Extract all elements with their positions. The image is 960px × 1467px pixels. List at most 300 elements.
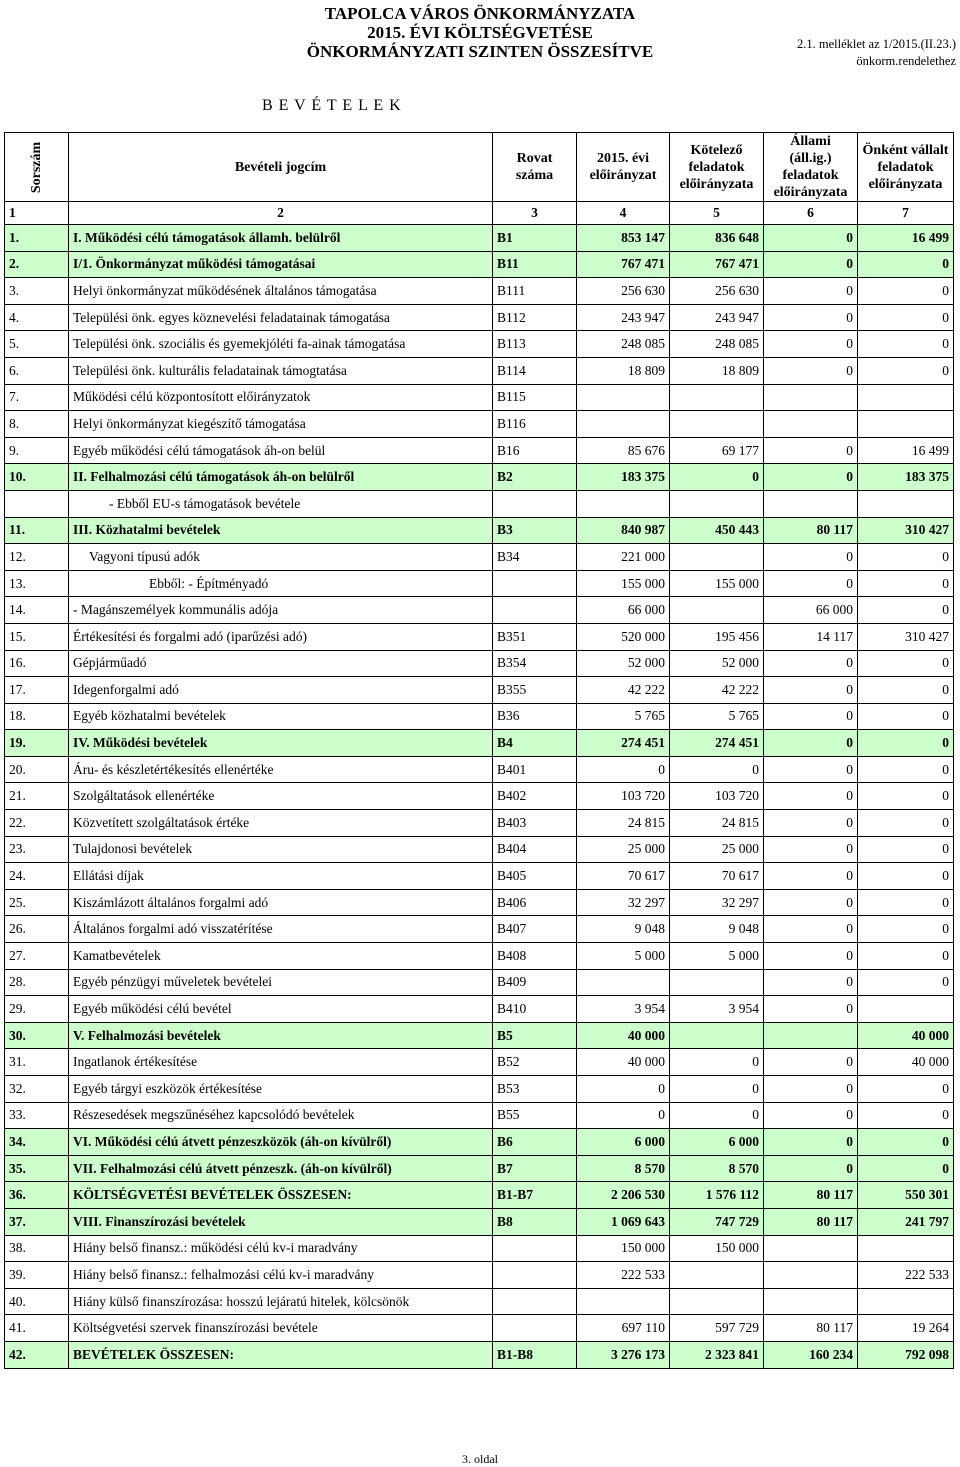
value-kotelezo: 274 451: [670, 730, 764, 757]
row-label: Ebből: - Építményadó: [69, 570, 493, 597]
row-code: B55: [493, 1102, 577, 1129]
value-kotelezo: 836 648: [670, 225, 764, 252]
row-code: B4: [493, 730, 577, 757]
value-onkent: 0: [858, 836, 954, 863]
table-row: [5, 623, 954, 650]
table-row: [5, 1208, 954, 1235]
row-label: Települési önk. kulturális feladatainak támogtatása: [69, 357, 493, 384]
row-label: III. Közhatalmi bevételek: [69, 517, 493, 544]
value-evi: 70 617: [577, 863, 670, 890]
row-number: 21.: [5, 783, 69, 810]
row-label: KÖLTSÉGVETÉSI BEVÉTELEK ÖSSZESEN:: [69, 1182, 493, 1209]
value-kotelezo: 597 729: [670, 1315, 764, 1342]
value-kotelezo: 5 000: [670, 943, 764, 970]
value-allami: 0: [764, 357, 858, 384]
table-row: [5, 703, 954, 730]
row-code: [493, 1235, 577, 1262]
row-code: B114: [493, 357, 577, 384]
header-kotelezo: Kötelező feladatok előirányzata: [670, 133, 764, 202]
row-label: V. Felhalmozási bevételek: [69, 1022, 493, 1049]
row-code: B409: [493, 969, 577, 996]
row-code: B6: [493, 1129, 577, 1156]
row-code: B355: [493, 677, 577, 704]
row-code: [493, 570, 577, 597]
value-evi: 2 206 530: [577, 1182, 670, 1209]
colnum-5: 5: [670, 202, 764, 225]
row-number: 7.: [5, 384, 69, 411]
value-kotelezo: [670, 1288, 764, 1315]
value-onkent: 0: [858, 889, 954, 916]
value-evi: 0: [577, 756, 670, 783]
value-kotelezo: [670, 969, 764, 996]
value-evi: 5 000: [577, 943, 670, 970]
row-code: B111: [493, 278, 577, 305]
row-code: B112: [493, 304, 577, 331]
row-code: B8: [493, 1208, 577, 1235]
value-onkent: 310 427: [858, 517, 954, 544]
value-onkent: 40 000: [858, 1022, 954, 1049]
row-code: B408: [493, 943, 577, 970]
row-label: Értékesítési és forgalmi adó (iparűzési adó): [69, 623, 493, 650]
table-row: [5, 225, 954, 252]
value-evi: 222 533: [577, 1262, 670, 1289]
table-row: [5, 251, 954, 278]
row-code: B34: [493, 544, 577, 571]
value-allami: 80 117: [764, 1315, 858, 1342]
value-onkent: 0: [858, 783, 954, 810]
row-label: Tulajdonosi bevételek: [69, 836, 493, 863]
value-allami: 0: [764, 969, 858, 996]
annex-reference: [797, 36, 956, 70]
table-row: [5, 1341, 954, 1368]
value-evi: [577, 1288, 670, 1315]
value-kotelezo: 52 000: [670, 650, 764, 677]
value-allami: 0: [764, 916, 858, 943]
row-number: 18.: [5, 703, 69, 730]
row-number: [5, 490, 69, 517]
value-evi: 697 110: [577, 1315, 670, 1342]
row-number: 11.: [5, 517, 69, 544]
row-label: Egyéb pénzügyi műveletek bevételei: [69, 969, 493, 996]
row-number: 9.: [5, 437, 69, 464]
row-number: 20.: [5, 756, 69, 783]
row-label: Szolgáltatások ellenértéke: [69, 783, 493, 810]
value-evi: 8 570: [577, 1155, 670, 1182]
value-allami: 0: [764, 889, 858, 916]
table-row: [5, 331, 954, 358]
value-kotelezo: 450 443: [670, 517, 764, 544]
row-label: VIII. Finanszírozási bevételek: [69, 1208, 493, 1235]
row-code: B1: [493, 225, 577, 252]
row-code: B116: [493, 411, 577, 438]
value-evi: 0: [577, 1076, 670, 1103]
page-number: 3. oldal: [462, 1452, 498, 1466]
value-onkent: 0: [858, 756, 954, 783]
row-code: B52: [493, 1049, 577, 1076]
row-number: 39.: [5, 1262, 69, 1289]
title-line-3: ÖNKORMÁNYZATI SZINTEN ÖSSZESÍTVE: [306, 42, 654, 61]
row-code: B1-B8: [493, 1341, 577, 1368]
value-onkent: 0: [858, 597, 954, 624]
table-row: [5, 411, 954, 438]
row-number: 28.: [5, 969, 69, 996]
table-row: [5, 969, 954, 996]
value-kotelezo: 18 809: [670, 357, 764, 384]
row-number: 41.: [5, 1315, 69, 1342]
row-number: 25.: [5, 889, 69, 916]
row-code: B3: [493, 517, 577, 544]
value-evi: 85 676: [577, 437, 670, 464]
row-number: 14.: [5, 597, 69, 624]
table-row: [5, 1129, 954, 1156]
value-allami: 0: [764, 437, 858, 464]
value-onkent: 222 533: [858, 1262, 954, 1289]
value-kotelezo: 155 000: [670, 570, 764, 597]
colnum-4: 4: [577, 202, 670, 225]
value-kotelezo: [670, 544, 764, 571]
row-label: Áru- és készletértékesítés ellenértéke: [69, 756, 493, 783]
value-onkent: [858, 490, 954, 517]
value-allami: 0: [764, 570, 858, 597]
row-label: Gépjárműadó: [69, 650, 493, 677]
row-number: 32.: [5, 1076, 69, 1103]
value-allami: 0: [764, 1129, 858, 1156]
value-evi: 840 987: [577, 517, 670, 544]
table-row: [5, 1235, 954, 1262]
value-allami: 0: [764, 730, 858, 757]
value-onkent: [858, 996, 954, 1023]
value-onkent: 16 499: [858, 225, 954, 252]
value-allami: 0: [764, 810, 858, 837]
row-code: B11: [493, 251, 577, 278]
value-allami: [764, 411, 858, 438]
row-label: VI. Működési célú átvett pénzeszközök (áh-on kívülről): [69, 1129, 493, 1156]
row-code: B1-B7: [493, 1182, 577, 1209]
value-evi: 256 630: [577, 278, 670, 305]
table-row: [5, 1049, 954, 1076]
row-label: Részesedések megszűnéséhez kapcsolódó bevételek: [69, 1102, 493, 1129]
row-code: B113: [493, 331, 577, 358]
value-kotelezo: 2 323 841: [670, 1341, 764, 1368]
value-onkent: 0: [858, 544, 954, 571]
value-kotelezo: [670, 411, 764, 438]
value-kotelezo: [670, 1022, 764, 1049]
value-evi: 243 947: [577, 304, 670, 331]
value-kotelezo: 103 720: [670, 783, 764, 810]
colnum-6: 6: [764, 202, 858, 225]
value-kotelezo: 25 000: [670, 836, 764, 863]
value-allami: 14 117: [764, 623, 858, 650]
value-allami: [764, 1288, 858, 1315]
row-label: Ingatlanok értékesítése: [69, 1049, 493, 1076]
value-kotelezo: 9 048: [670, 916, 764, 943]
row-code: [493, 597, 577, 624]
colnum-3: 3: [493, 202, 577, 225]
value-onkent: 0: [858, 1155, 954, 1182]
row-code: B5: [493, 1022, 577, 1049]
value-allami: 0: [764, 1102, 858, 1129]
value-kotelezo: 1 576 112: [670, 1182, 764, 1209]
row-code: B36: [493, 703, 577, 730]
value-evi: 853 147: [577, 225, 670, 252]
row-code: [493, 1262, 577, 1289]
value-kotelezo: 32 297: [670, 889, 764, 916]
value-evi: [577, 490, 670, 517]
value-onkent: 310 427: [858, 623, 954, 650]
row-label: I/1. Önkormányzat működési támogatásai: [69, 251, 493, 278]
row-number: 12.: [5, 544, 69, 571]
row-number: 38.: [5, 1235, 69, 1262]
value-evi: 25 000: [577, 836, 670, 863]
value-kotelezo: 0: [670, 464, 764, 491]
colnum-2: 2: [69, 202, 493, 225]
row-code: B407: [493, 916, 577, 943]
value-kotelezo: 256 630: [670, 278, 764, 305]
value-kotelezo: [670, 384, 764, 411]
value-kotelezo: 0: [670, 1076, 764, 1103]
value-onkent: 0: [858, 251, 954, 278]
value-kotelezo: 767 471: [670, 251, 764, 278]
value-onkent: 0: [858, 916, 954, 943]
value-onkent: 0: [858, 1129, 954, 1156]
row-label: Idegenforgalmi adó: [69, 677, 493, 704]
row-label: IV. Működési bevételek: [69, 730, 493, 757]
row-label: - Magánszemélyek kommunális adója: [69, 597, 493, 624]
value-kotelezo: 3 954: [670, 996, 764, 1023]
row-code: B410: [493, 996, 577, 1023]
value-allami: 80 117: [764, 1208, 858, 1235]
row-number: 24.: [5, 863, 69, 890]
value-kotelezo: 0: [670, 756, 764, 783]
value-allami: [764, 1235, 858, 1262]
row-label: Települési önk. egyes köznevelési feladatainak támogatása: [69, 304, 493, 331]
value-kotelezo: 0: [670, 1049, 764, 1076]
row-label: Helyi önkormányzat működésének általános támogatása: [69, 278, 493, 305]
value-allami: 0: [764, 464, 858, 491]
row-number: 40.: [5, 1288, 69, 1315]
row-number: 23.: [5, 836, 69, 863]
value-kotelezo: 243 947: [670, 304, 764, 331]
value-allami: 0: [764, 544, 858, 571]
value-allami: 0: [764, 703, 858, 730]
value-evi: 274 451: [577, 730, 670, 757]
value-allami: 0: [764, 1155, 858, 1182]
value-allami: 160 234: [764, 1341, 858, 1368]
row-number: 42.: [5, 1341, 69, 1368]
row-code: [493, 490, 577, 517]
row-number: 19.: [5, 730, 69, 757]
row-code: B401: [493, 756, 577, 783]
value-kotelezo: 8 570: [670, 1155, 764, 1182]
row-label: Ellátási díjak: [69, 863, 493, 890]
row-number: 10.: [5, 464, 69, 491]
table-row: [5, 730, 954, 757]
row-number: 29.: [5, 996, 69, 1023]
row-number: 5.: [5, 331, 69, 358]
value-kotelezo: 5 765: [670, 703, 764, 730]
value-allami: [764, 1022, 858, 1049]
row-code: B16: [493, 437, 577, 464]
value-allami: 0: [764, 836, 858, 863]
table-row: [5, 1155, 954, 1182]
value-evi: 520 000: [577, 623, 670, 650]
row-label: I. Működési célú támogatások államh. belülről: [69, 225, 493, 252]
header-jogcim: Bevételi jogcím: [69, 133, 493, 202]
row-label: Kamatbevételek: [69, 943, 493, 970]
value-onkent: 0: [858, 357, 954, 384]
value-onkent: 0: [858, 1102, 954, 1129]
row-number: 22.: [5, 810, 69, 837]
value-evi: [577, 969, 670, 996]
row-code: [493, 1288, 577, 1315]
value-kotelezo: 150 000: [670, 1235, 764, 1262]
row-label: Egyéb tárgyi eszközök értékesítése: [69, 1076, 493, 1103]
row-number: 27.: [5, 943, 69, 970]
value-kotelezo: 69 177: [670, 437, 764, 464]
value-onkent: 0: [858, 331, 954, 358]
value-allami: 0: [764, 943, 858, 970]
value-kotelezo: 747 729: [670, 1208, 764, 1235]
value-allami: 0: [764, 783, 858, 810]
row-label: Hiány belső finansz.: működési célú kv-i maradvány: [69, 1235, 493, 1262]
table-row: [5, 1315, 954, 1342]
value-evi: 40 000: [577, 1049, 670, 1076]
row-number: 37.: [5, 1208, 69, 1235]
value-allami: 80 117: [764, 517, 858, 544]
table-row: [5, 756, 954, 783]
value-evi: 150 000: [577, 1235, 670, 1262]
row-number: 1.: [5, 225, 69, 252]
value-kotelezo: 70 617: [670, 863, 764, 890]
table-row: [5, 1076, 954, 1103]
value-allami: 0: [764, 304, 858, 331]
table-row: [5, 677, 954, 704]
value-onkent: 0: [858, 943, 954, 970]
value-evi: 66 000: [577, 597, 670, 624]
table-row: [5, 943, 954, 970]
colnum-7: 7: [858, 202, 954, 225]
row-number: 36.: [5, 1182, 69, 1209]
value-onkent: 0: [858, 677, 954, 704]
value-evi: 24 815: [577, 810, 670, 837]
title-line-1: TAPOLCA VÁROS ÖNKORMÁNYZATA: [324, 4, 636, 23]
row-code: B406: [493, 889, 577, 916]
value-onkent: [858, 384, 954, 411]
row-number: 16.: [5, 650, 69, 677]
row-code: B403: [493, 810, 577, 837]
value-onkent: 0: [858, 278, 954, 305]
row-number: 31.: [5, 1049, 69, 1076]
value-allami: 0: [764, 1076, 858, 1103]
value-kotelezo: 24 815: [670, 810, 764, 837]
row-code: [493, 1315, 577, 1342]
table-row: [5, 836, 954, 863]
value-onkent: 0: [858, 1076, 954, 1103]
row-code: B7: [493, 1155, 577, 1182]
row-label: Egyéb működési célú bevétel: [69, 996, 493, 1023]
value-onkent: 40 000: [858, 1049, 954, 1076]
value-evi: 183 375: [577, 464, 670, 491]
value-allami: 0: [764, 863, 858, 890]
value-onkent: [858, 1288, 954, 1315]
table-row: [5, 889, 954, 916]
column-number-row: [5, 202, 954, 225]
row-label: Általános forgalmi adó visszatérítése: [69, 916, 493, 943]
value-onkent: 241 797: [858, 1208, 954, 1235]
value-allami: 0: [764, 650, 858, 677]
title-line-2: 2015. ÉVI KÖLTSÉGVETÉSE: [367, 23, 593, 42]
value-kotelezo: [670, 597, 764, 624]
value-kotelezo: 0: [670, 1102, 764, 1129]
value-onkent: 183 375: [858, 464, 954, 491]
header-allami: Állami (áll.ig.) feladatok előirányzata: [764, 133, 858, 202]
row-number: 17.: [5, 677, 69, 704]
row-label: VII. Felhalmozási célú átvett pénzeszk. (áh-on kívülről): [69, 1155, 493, 1182]
row-code: B405: [493, 863, 577, 890]
row-label: Egyéb működési célú támogatások áh-on belül: [69, 437, 493, 464]
table-row: [5, 1102, 954, 1129]
value-evi: 103 720: [577, 783, 670, 810]
value-onkent: 16 499: [858, 437, 954, 464]
value-onkent: 0: [858, 703, 954, 730]
row-code: B2: [493, 464, 577, 491]
table-header-row: [5, 133, 954, 202]
value-onkent: [858, 411, 954, 438]
row-number: 8.: [5, 411, 69, 438]
value-onkent: 0: [858, 304, 954, 331]
header-evi: 2015. évi előirányzat: [577, 133, 670, 202]
table-row: [5, 464, 954, 491]
row-label: Közvetített szolgáltatások értéke: [69, 810, 493, 837]
row-number: 33.: [5, 1102, 69, 1129]
value-allami: 0: [764, 756, 858, 783]
value-allami: 0: [764, 996, 858, 1023]
row-label: Vagyoni típusú adók: [69, 544, 493, 571]
annex-line-2: önkorm.rendelethez: [856, 54, 956, 68]
table-row: [5, 544, 954, 571]
value-evi: [577, 384, 670, 411]
table-row: [5, 437, 954, 464]
value-evi: 40 000: [577, 1022, 670, 1049]
row-number: 34.: [5, 1129, 69, 1156]
value-allami: 0: [764, 225, 858, 252]
row-number: 15.: [5, 623, 69, 650]
annex-line-1: 2.1. melléklet az 1/2015.(II.23.): [797, 37, 956, 51]
table-row: [5, 570, 954, 597]
row-code: B351: [493, 623, 577, 650]
table-row: [5, 357, 954, 384]
table-row: [5, 1022, 954, 1049]
row-label: BEVÉTELEK ÖSSZESEN:: [69, 1341, 493, 1368]
value-allami: 0: [764, 677, 858, 704]
row-number: 13.: [5, 570, 69, 597]
row-label: Működési célú központosított előirányzatok: [69, 384, 493, 411]
value-allami: [764, 490, 858, 517]
row-number: 3.: [5, 278, 69, 305]
value-onkent: 0: [858, 570, 954, 597]
value-evi: 9 048: [577, 916, 670, 943]
value-evi: 3 954: [577, 996, 670, 1023]
value-evi: 42 222: [577, 677, 670, 704]
row-label: Költségvetési szervek finanszírozási bevétele: [69, 1315, 493, 1342]
row-number: 4.: [5, 304, 69, 331]
value-kotelezo: 248 085: [670, 331, 764, 358]
value-evi: 5 765: [577, 703, 670, 730]
table-row: [5, 304, 954, 331]
value-onkent: [858, 1235, 954, 1262]
table-row: [5, 783, 954, 810]
value-kotelezo: [670, 490, 764, 517]
